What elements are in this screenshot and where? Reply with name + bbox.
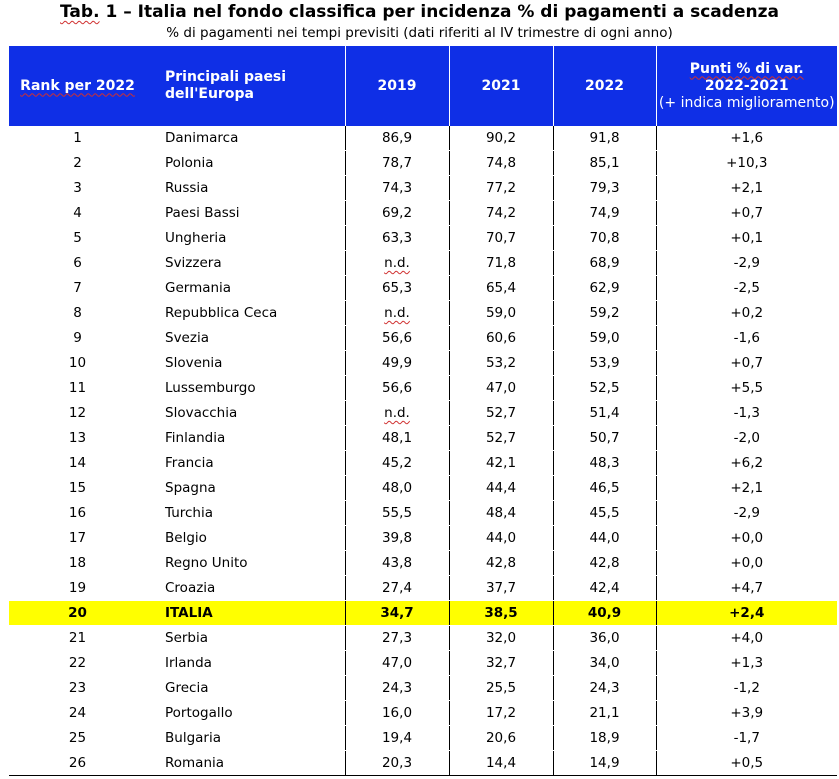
cell-2021: 37,7 <box>449 576 553 601</box>
cell-rank: 7 <box>9 276 154 301</box>
cell-country: Portogallo <box>154 701 345 726</box>
cell-2019: 74,3 <box>345 176 449 201</box>
cell-country: Ungheria <box>154 226 345 251</box>
cell-2021: 42,1 <box>449 451 553 476</box>
table-row <box>9 676 837 701</box>
cell-2022: 50,7 <box>553 426 656 451</box>
table-row <box>9 701 837 726</box>
cell-country: Croazia <box>154 576 345 601</box>
cell-2022: 62,9 <box>553 276 656 301</box>
cell-2022: 46,5 <box>553 476 656 501</box>
cell-2021: 60,6 <box>449 326 553 351</box>
cell-2019: 20,3 <box>345 751 449 776</box>
cell-variation: +0,5 <box>656 751 837 776</box>
cell-2022: 24,3 <box>553 676 656 701</box>
cell-variation: -1,7 <box>656 726 837 751</box>
cell-country: Svezia <box>154 326 345 351</box>
cell-2022: 14,9 <box>553 751 656 776</box>
cell-2021: 44,4 <box>449 476 553 501</box>
header-country-line2: dell'Europa <box>165 86 254 102</box>
cell-2021: 47,0 <box>449 376 553 401</box>
table-row <box>9 576 837 601</box>
cell-2022: 45,5 <box>553 501 656 526</box>
cell-country: Paesi Bassi <box>154 201 345 226</box>
cell-country: Turchia <box>154 501 345 526</box>
cell-2021: 74,8 <box>449 151 553 176</box>
header-variation-line3: (+ indica miglioramento) <box>658 94 835 111</box>
cell-rank: 17 <box>9 526 154 551</box>
cell-2022: 79,3 <box>553 176 656 201</box>
cell-country: Germania <box>154 276 345 301</box>
table-row <box>9 426 837 451</box>
cell-country: Slovenia <box>154 351 345 376</box>
cell-country: Repubblica Ceca <box>154 301 345 326</box>
cell-variation: +0,7 <box>656 201 837 226</box>
cell-variation: +0,0 <box>656 526 837 551</box>
header-2021: 2021 <box>449 46 553 126</box>
table-subtitle: % di pagamenti nei tempi previsiti (dati riferiti al IV trimestre di ogni anno) <box>166 25 673 41</box>
cell-2019: 56,6 <box>345 376 449 401</box>
cell-2019: 48,0 <box>345 476 449 501</box>
cell-variation: +0,0 <box>656 551 837 576</box>
cell-rank: 13 <box>9 426 154 451</box>
cell-2021: 32,7 <box>449 651 553 676</box>
header-rank <box>9 46 154 126</box>
table-row <box>9 501 837 526</box>
cell-rank: 14 <box>9 451 154 476</box>
cell-2019: 65,3 <box>345 276 449 301</box>
cell-country: Romania <box>154 751 345 776</box>
table-title-text: 1 – Italia nel fondo classifica per incidenza % di pagamenti a scadenza <box>99 2 779 22</box>
cell-rank: 20 <box>9 601 154 626</box>
table-row <box>9 726 837 751</box>
cell-variation: +0,2 <box>656 301 837 326</box>
table-row <box>9 201 837 226</box>
cell-rank: 25 <box>9 726 154 751</box>
table-row <box>9 376 837 401</box>
cell-2022: 21,1 <box>553 701 656 726</box>
cell-2021: 53,2 <box>449 351 553 376</box>
cell-2022: 51,4 <box>553 401 656 426</box>
cell-country: Russia <box>154 176 345 201</box>
not-available-value: n.d. <box>384 305 410 321</box>
cell-2021: 17,2 <box>449 701 553 726</box>
table-title-prefix: Tab. <box>60 2 100 22</box>
cell-country: Polonia <box>154 151 345 176</box>
table-body <box>9 126 837 776</box>
cell-2021: 38,5 <box>449 601 553 626</box>
cell-2019: 56,6 <box>345 326 449 351</box>
cell-2021: 25,5 <box>449 676 553 701</box>
cell-rank: 6 <box>9 251 154 276</box>
cell-rank: 12 <box>9 401 154 426</box>
table-row <box>9 226 837 251</box>
cell-2021: 70,7 <box>449 226 553 251</box>
cell-rank: 18 <box>9 551 154 576</box>
cell-variation: -2,5 <box>656 276 837 301</box>
table-row <box>9 126 837 151</box>
ranking-table <box>9 46 837 776</box>
cell-country: Bulgaria <box>154 726 345 751</box>
cell-2019: 63,3 <box>345 226 449 251</box>
cell-2022: 34,0 <box>553 651 656 676</box>
cell-rank: 1 <box>9 126 154 151</box>
cell-2022: 85,1 <box>553 151 656 176</box>
header-2022: 2022 <box>553 46 656 126</box>
cell-2021: 52,7 <box>449 401 553 426</box>
header-country <box>154 46 345 126</box>
cell-rank: 10 <box>9 351 154 376</box>
cell-country: Irlanda <box>154 651 345 676</box>
cell-2019: 86,9 <box>345 126 449 151</box>
cell-country: Belgio <box>154 526 345 551</box>
cell-rank: 4 <box>9 201 154 226</box>
table-row <box>9 551 837 576</box>
header-rank-label: Rank per 2022 <box>20 77 135 94</box>
table-row <box>9 476 837 501</box>
cell-2022: 36,0 <box>553 626 656 651</box>
cell-variation: +2,4 <box>656 601 837 626</box>
cell-variation: +0,1 <box>656 226 837 251</box>
cell-country: ITALIA <box>154 601 345 626</box>
cell-rank: 11 <box>9 376 154 401</box>
cell-country: Regno Unito <box>154 551 345 576</box>
table-row <box>9 301 837 326</box>
table-title <box>0 2 839 22</box>
cell-2021: 20,6 <box>449 726 553 751</box>
cell-variation: +5,5 <box>656 376 837 401</box>
header-row <box>9 46 837 126</box>
cell-variation: +4,7 <box>656 576 837 601</box>
cell-country: Grecia <box>154 676 345 701</box>
cell-2021: 90,2 <box>449 126 553 151</box>
table-row <box>9 151 837 176</box>
table-row <box>9 751 837 776</box>
cell-variation: -1,3 <box>656 401 837 426</box>
cell-variation: -2,9 <box>656 501 837 526</box>
cell-rank: 21 <box>9 626 154 651</box>
cell-rank: 23 <box>9 676 154 701</box>
cell-2022: 42,8 <box>553 551 656 576</box>
cell-2021: 71,8 <box>449 251 553 276</box>
cell-2021: 59,0 <box>449 301 553 326</box>
not-available-value: n.d. <box>384 255 410 271</box>
cell-variation: +1,6 <box>656 126 837 151</box>
cell-variation: +1,3 <box>656 651 837 676</box>
cell-variation: +6,2 <box>656 451 837 476</box>
cell-variation: -2,9 <box>656 251 837 276</box>
cell-2021: 48,4 <box>449 501 553 526</box>
table-row <box>9 651 837 676</box>
cell-rank: 19 <box>9 576 154 601</box>
cell-variation: +2,1 <box>656 176 837 201</box>
cell-variation: +0,7 <box>656 351 837 376</box>
cell-2022: 48,3 <box>553 451 656 476</box>
cell-2019: 45,2 <box>345 451 449 476</box>
cell-2022: 74,9 <box>553 201 656 226</box>
cell-2019: 43,8 <box>345 551 449 576</box>
cell-rank: 9 <box>9 326 154 351</box>
cell-variation: -2,0 <box>656 426 837 451</box>
table-row <box>9 526 837 551</box>
header-variation-line1: Punti % di var. <box>689 60 804 77</box>
cell-2022: 52,5 <box>553 376 656 401</box>
cell-rank: 15 <box>9 476 154 501</box>
cell-2022: 18,9 <box>553 726 656 751</box>
cell-2019: 48,1 <box>345 426 449 451</box>
header-variation-line2: 2022-2021 <box>704 77 789 94</box>
header-2019: 2019 <box>345 46 449 126</box>
cell-country: Danimarca <box>154 126 345 151</box>
table-row <box>9 626 837 651</box>
table-row <box>9 276 837 301</box>
cell-country: Serbia <box>154 626 345 651</box>
cell-2019: 69,2 <box>345 201 449 226</box>
cell-2021: 32,0 <box>449 626 553 651</box>
cell-2022: 42,4 <box>553 576 656 601</box>
table-row <box>9 401 837 426</box>
cell-2022: 44,0 <box>553 526 656 551</box>
cell-2021: 14,4 <box>449 751 553 776</box>
cell-2019: 19,4 <box>345 726 449 751</box>
cell-country: Lussemburgo <box>154 376 345 401</box>
table-row <box>9 326 837 351</box>
cell-2019: 55,5 <box>345 501 449 526</box>
cell-rank: 26 <box>9 751 154 776</box>
cell-2019: 78,7 <box>345 151 449 176</box>
header-variation <box>656 46 837 126</box>
table-row <box>9 451 837 476</box>
cell-2021: 74,2 <box>449 201 553 226</box>
cell-2019: 24,3 <box>345 676 449 701</box>
cell-2022: 68,9 <box>553 251 656 276</box>
cell-variation: -1,2 <box>656 676 837 701</box>
cell-2019: 16,0 <box>345 701 449 726</box>
cell-variation: +3,9 <box>656 701 837 726</box>
cell-variation: -1,6 <box>656 326 837 351</box>
cell-2019: 49,9 <box>345 351 449 376</box>
cell-country: Spagna <box>154 476 345 501</box>
cell-2019: 34,7 <box>345 601 449 626</box>
cell-rank: 8 <box>9 301 154 326</box>
cell-2019: 27,4 <box>345 576 449 601</box>
cell-country: Finlandia <box>154 426 345 451</box>
cell-2022: 59,2 <box>553 301 656 326</box>
cell-2021: 52,7 <box>449 426 553 451</box>
cell-rank: 3 <box>9 176 154 201</box>
cell-2022: 59,0 <box>553 326 656 351</box>
cell-country: Slovacchia <box>154 401 345 426</box>
cell-variation: +2,1 <box>656 476 837 501</box>
table-header <box>9 46 837 126</box>
cell-2021: 65,4 <box>449 276 553 301</box>
cell-2022: 91,8 <box>553 126 656 151</box>
cell-country: Svizzera <box>154 251 345 276</box>
table-row <box>9 176 837 201</box>
cell-2022: 40,9 <box>553 601 656 626</box>
cell-2022: 70,8 <box>553 226 656 251</box>
cell-2019 <box>345 301 449 326</box>
cell-rank: 2 <box>9 151 154 176</box>
cell-2021: 44,0 <box>449 526 553 551</box>
table-row <box>9 251 837 276</box>
cell-2019: 27,3 <box>345 626 449 651</box>
table-row <box>9 601 837 626</box>
cell-2019: 47,0 <box>345 651 449 676</box>
cell-2022: 53,9 <box>553 351 656 376</box>
cell-2019 <box>345 251 449 276</box>
table-row <box>9 351 837 376</box>
cell-rank: 5 <box>9 226 154 251</box>
cell-country: Francia <box>154 451 345 476</box>
cell-rank: 22 <box>9 651 154 676</box>
cell-2019 <box>345 401 449 426</box>
header-country-line1: Principali paesi <box>165 69 287 85</box>
cell-2021: 77,2 <box>449 176 553 201</box>
cell-2021: 42,8 <box>449 551 553 576</box>
cell-variation: +10,3 <box>656 151 837 176</box>
cell-rank: 24 <box>9 701 154 726</box>
cell-rank: 16 <box>9 501 154 526</box>
cell-2019: 39,8 <box>345 526 449 551</box>
not-available-value: n.d. <box>384 405 410 421</box>
cell-variation: +4,0 <box>656 626 837 651</box>
